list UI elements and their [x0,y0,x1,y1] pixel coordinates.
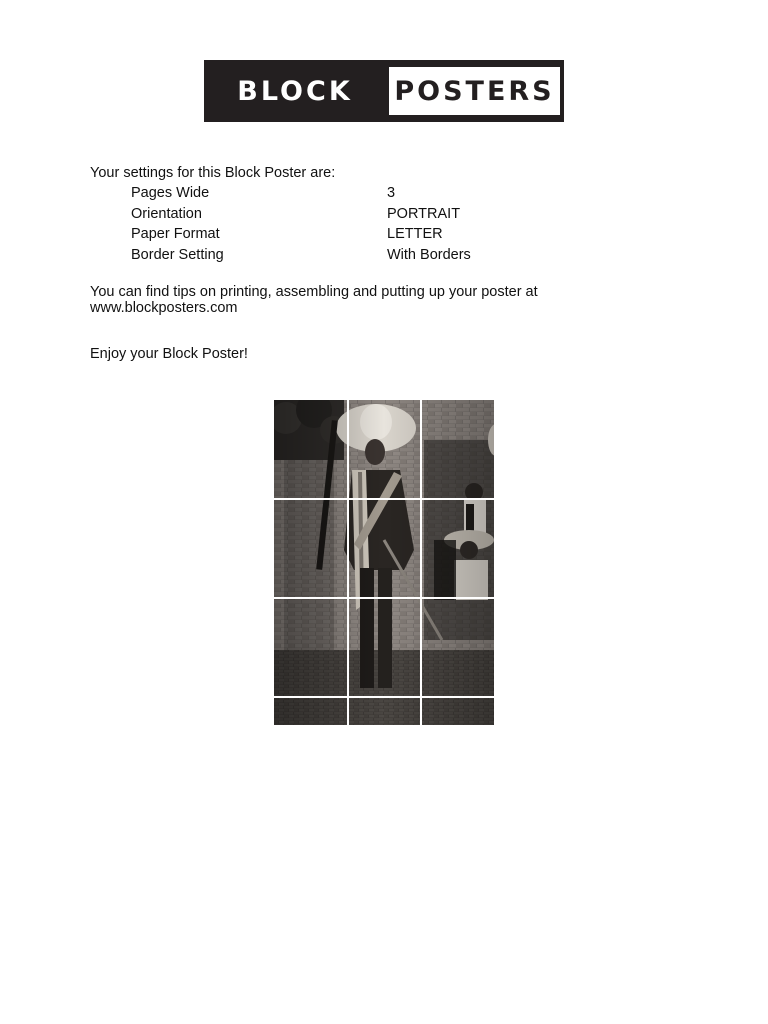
settings-intro: Your settings for this Block Poster are: [90,165,336,181]
closing-message: Enjoy your Block Poster! [90,346,248,362]
tips-paragraph [90,284,610,316]
setting-label: Orientation [131,205,202,222]
setting-row-pages-wide [131,185,531,206]
logo-posters-word: POSTERS [389,67,560,115]
setting-label: Paper Format [131,226,220,243]
setting-row-border-setting [131,247,531,268]
setting-value: LETTER [387,226,443,243]
setting-value: With Borders [387,247,471,264]
setting-label: Border Setting [131,247,224,264]
poster-photo [274,400,494,725]
settings-list [131,185,531,268]
website-link[interactable]: www.blockposters.com [90,300,238,316]
tips-line: You can find tips on printing, assembling and putting up your poster at [90,284,538,300]
setting-row-orientation [131,206,531,227]
setting-row-paper-format [131,226,531,247]
block-posters-logo [204,60,564,122]
setting-value: 3 [387,185,396,201]
setting-value: PORTRAIT [387,205,461,222]
setting-label: Pages Wide [131,185,210,201]
poster-preview-image [274,400,494,725]
logo-block-word: BLOCK [237,75,353,107]
